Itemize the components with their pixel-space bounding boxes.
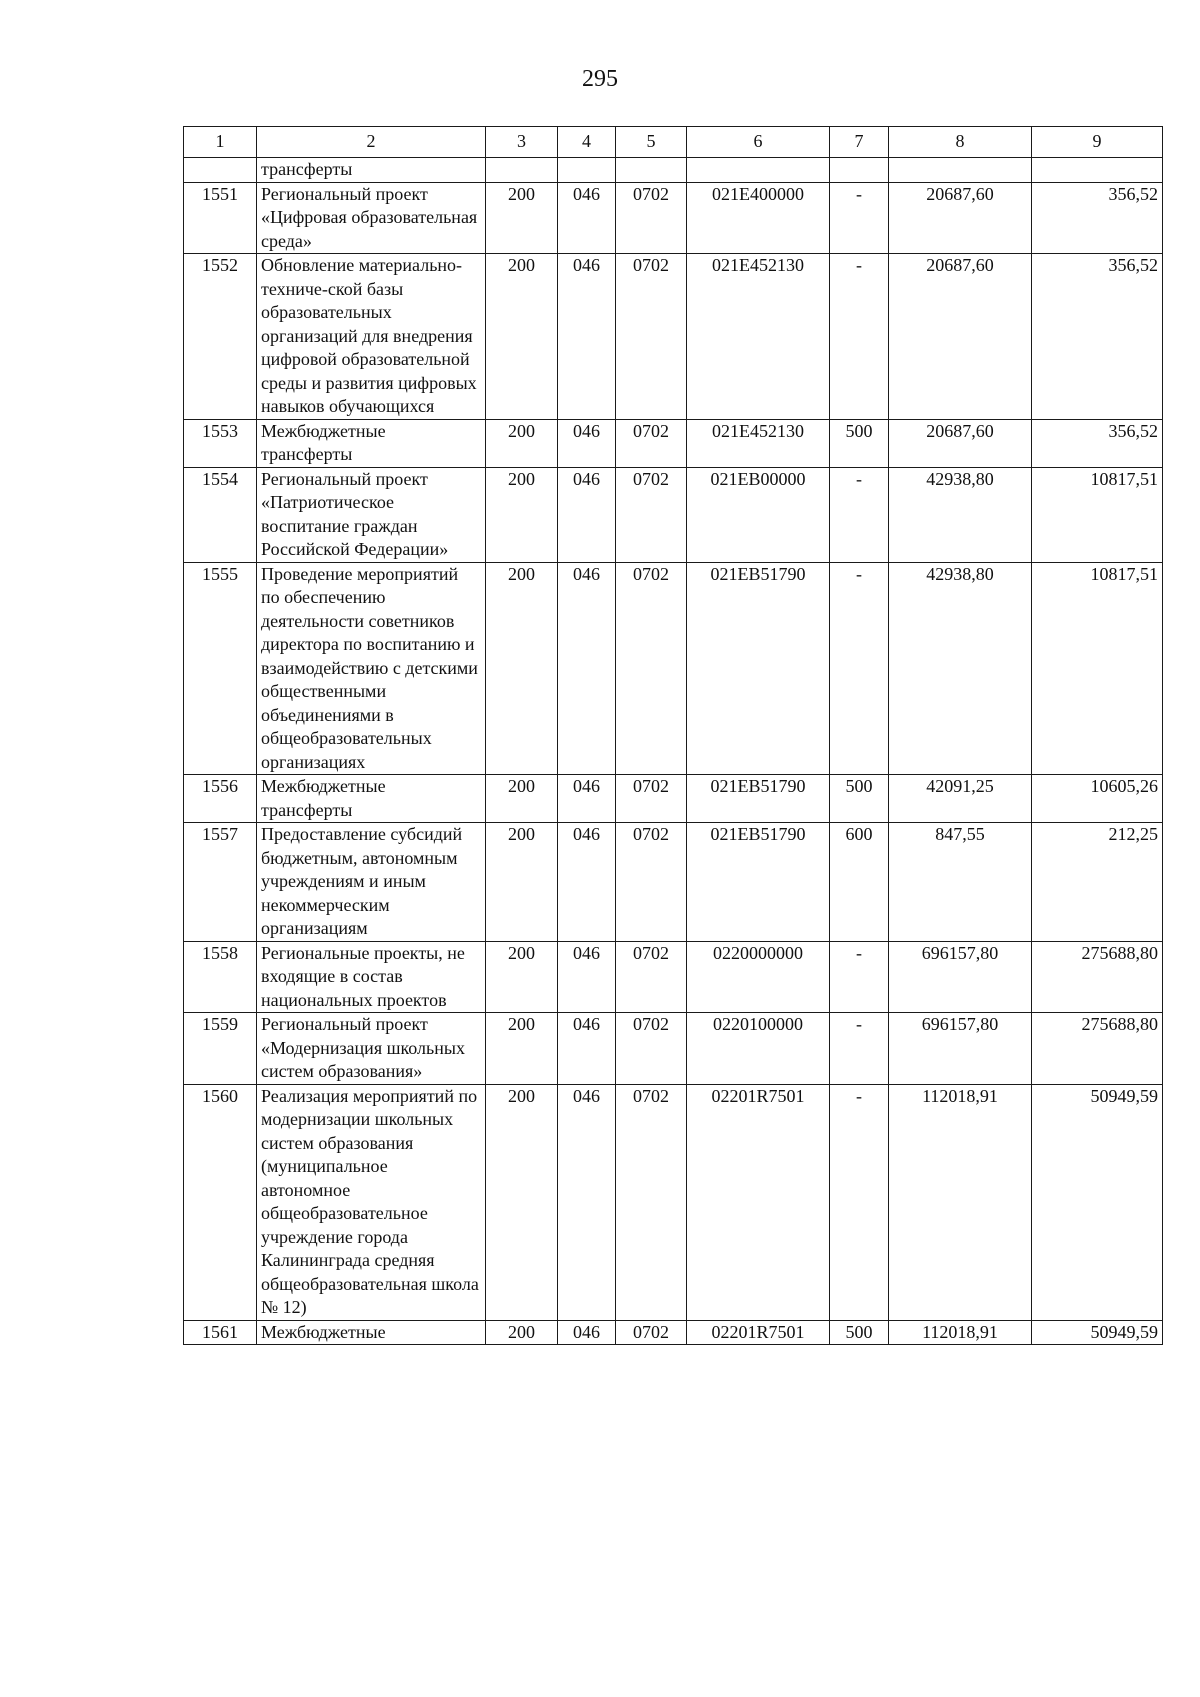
column-5-cell: 0702	[616, 1013, 687, 1085]
column-3-cell: 200	[486, 182, 558, 254]
column-header: 1	[184, 127, 257, 158]
column-header: 6	[687, 127, 830, 158]
column-7-cell: -	[830, 254, 889, 420]
column-8-cell: 20687,60	[889, 254, 1032, 420]
column-8-cell: 696157,80	[889, 941, 1032, 1013]
table-row	[184, 467, 1163, 562]
row-number-cell: 1554	[184, 467, 257, 562]
column-3-cell: 200	[486, 1320, 558, 1345]
column-8-cell: 847,55	[889, 823, 1032, 942]
column-3-cell: 200	[486, 467, 558, 562]
column-8-cell: 20687,60	[889, 182, 1032, 254]
row-number-cell: 1552	[184, 254, 257, 420]
column-3-cell: 200	[486, 1013, 558, 1085]
table-row	[184, 1013, 1163, 1085]
column-9-cell: 50949,59	[1032, 1320, 1163, 1345]
row-number-cell: 1555	[184, 562, 257, 775]
table-body	[184, 158, 1163, 1345]
column-9-cell: 10605,26	[1032, 775, 1163, 823]
column-3-cell: 200	[486, 941, 558, 1013]
item-name-cell: Межбюджетные трансферты	[257, 419, 486, 467]
column-7-cell: 500	[830, 775, 889, 823]
row-number-cell: 1558	[184, 941, 257, 1013]
table-row	[184, 254, 1163, 420]
table-row	[184, 1320, 1163, 1345]
column-8-cell: 42938,80	[889, 467, 1032, 562]
column-5-cell: 0702	[616, 1084, 687, 1320]
table-row	[184, 775, 1163, 823]
item-name-cell: Предоставление субсидий бюджетным, автономным учреждениям и иным некоммерческим организациям	[257, 823, 486, 942]
row-number-cell: 1553	[184, 419, 257, 467]
item-name-cell: трансферты	[257, 158, 486, 183]
column-7-cell: -	[830, 182, 889, 254]
column-6-cell: 021Е452130	[687, 254, 830, 420]
row-number-cell: 1559	[184, 1013, 257, 1085]
column-header: 8	[889, 127, 1032, 158]
column-4-cell: 046	[558, 467, 616, 562]
column-5-cell	[616, 158, 687, 183]
column-5-cell: 0702	[616, 941, 687, 1013]
row-number-cell: 1561	[184, 1320, 257, 1345]
column-8-cell: 112018,91	[889, 1320, 1032, 1345]
column-9-cell: 356,52	[1032, 182, 1163, 254]
column-3-cell: 200	[486, 254, 558, 420]
item-name-cell: Межбюджетные трансферты	[257, 775, 486, 823]
row-number-cell: 1560	[184, 1084, 257, 1320]
column-4-cell	[558, 158, 616, 183]
row-number-cell: 1556	[184, 775, 257, 823]
item-name-cell: Региональные проекты, не входящие в состав национальных проектов	[257, 941, 486, 1013]
column-6-cell: 021Е452130	[687, 419, 830, 467]
budget-table	[183, 126, 1163, 1345]
table-row	[184, 941, 1163, 1013]
table-row	[184, 1084, 1163, 1320]
column-header: 7	[830, 127, 889, 158]
column-7-cell: 500	[830, 1320, 889, 1345]
column-4-cell: 046	[558, 182, 616, 254]
column-4-cell: 046	[558, 562, 616, 775]
item-name-cell: Региональный проект «Цифровая образовательная среда»	[257, 182, 486, 254]
column-5-cell: 0702	[616, 254, 687, 420]
column-4-cell: 046	[558, 254, 616, 420]
column-4-cell: 046	[558, 941, 616, 1013]
table-row	[184, 182, 1163, 254]
column-6-cell: 021ЕВ51790	[687, 775, 830, 823]
column-6-cell: 0220100000	[687, 1013, 830, 1085]
column-9-cell: 212,25	[1032, 823, 1163, 942]
column-8-cell: 20687,60	[889, 419, 1032, 467]
column-8-cell: 112018,91	[889, 1084, 1032, 1320]
page-number: 295	[582, 66, 618, 92]
column-6-cell: 021Е400000	[687, 182, 830, 254]
column-3-cell: 200	[486, 823, 558, 942]
column-3-cell: 200	[486, 775, 558, 823]
column-7-cell: -	[830, 467, 889, 562]
column-6-cell: 021ЕВ00000	[687, 467, 830, 562]
column-header: 2	[257, 127, 486, 158]
column-9-cell: 10817,51	[1032, 467, 1163, 562]
column-6-cell: 021ЕВ51790	[687, 823, 830, 942]
column-header: 5	[616, 127, 687, 158]
column-header: 4	[558, 127, 616, 158]
column-7-cell	[830, 158, 889, 183]
item-name-cell: Региональный проект «Модернизация школьных систем образования»	[257, 1013, 486, 1085]
column-4-cell: 046	[558, 1320, 616, 1345]
column-9-cell: 275688,80	[1032, 941, 1163, 1013]
item-name-cell: Обновление материально-техниче-ской базы образовательных организаций для внедрения цифровой образовательной среды и развития цифровых навыков обучающихся	[257, 254, 486, 420]
column-6-cell: 02201R7501	[687, 1084, 830, 1320]
column-7-cell: 600	[830, 823, 889, 942]
column-3-cell	[486, 158, 558, 183]
item-name-cell: Межбюджетные	[257, 1320, 486, 1345]
column-3-cell: 200	[486, 419, 558, 467]
column-9-cell	[1032, 158, 1163, 183]
row-number-cell: 1551	[184, 182, 257, 254]
column-5-cell: 0702	[616, 419, 687, 467]
column-4-cell: 046	[558, 1084, 616, 1320]
column-5-cell: 0702	[616, 775, 687, 823]
column-5-cell: 0702	[616, 562, 687, 775]
column-7-cell: -	[830, 1084, 889, 1320]
column-5-cell: 0702	[616, 1320, 687, 1345]
column-9-cell: 356,52	[1032, 419, 1163, 467]
column-4-cell: 046	[558, 419, 616, 467]
column-5-cell: 0702	[616, 823, 687, 942]
column-8-cell: 42938,80	[889, 562, 1032, 775]
item-name-cell: Региональный проект «Патриотическое воспитание граждан Российской Федерации»	[257, 467, 486, 562]
row-number-cell	[184, 158, 257, 183]
column-7-cell: -	[830, 1013, 889, 1085]
item-name-cell: Реализация мероприятий по модернизации школьных систем образования (муниципальное автономное общеобразовательное учреждение города Калининграда средняя общеобразовательная школа № 12)	[257, 1084, 486, 1320]
column-6-cell: 021ЕВ51790	[687, 562, 830, 775]
column-4-cell: 046	[558, 823, 616, 942]
column-8-cell: 42091,25	[889, 775, 1032, 823]
table-row	[184, 419, 1163, 467]
table-row	[184, 158, 1163, 183]
column-8-cell	[889, 158, 1032, 183]
column-header: 9	[1032, 127, 1163, 158]
item-name-cell: Проведение мероприятий по обеспечению деятельности советников директора по воспитанию и взаимодействию с детскими общественными объединениями в общеобразовательных организациях	[257, 562, 486, 775]
table-row	[184, 562, 1163, 775]
column-7-cell: -	[830, 941, 889, 1013]
row-number-cell: 1557	[184, 823, 257, 942]
column-9-cell: 356,52	[1032, 254, 1163, 420]
column-6-cell: 0220000000	[687, 941, 830, 1013]
column-3-cell: 200	[486, 1084, 558, 1320]
column-9-cell: 10817,51	[1032, 562, 1163, 775]
column-8-cell: 696157,80	[889, 1013, 1032, 1085]
column-7-cell: -	[830, 562, 889, 775]
column-5-cell: 0702	[616, 182, 687, 254]
column-5-cell: 0702	[616, 467, 687, 562]
column-7-cell: 500	[830, 419, 889, 467]
header-row	[184, 127, 1163, 158]
column-9-cell: 275688,80	[1032, 1013, 1163, 1085]
column-6-cell: 02201R7501	[687, 1320, 830, 1345]
column-4-cell: 046	[558, 775, 616, 823]
column-3-cell: 200	[486, 562, 558, 775]
column-header: 3	[486, 127, 558, 158]
table-row	[184, 823, 1163, 942]
column-9-cell: 50949,59	[1032, 1084, 1163, 1320]
column-6-cell	[687, 158, 830, 183]
column-4-cell: 046	[558, 1013, 616, 1085]
